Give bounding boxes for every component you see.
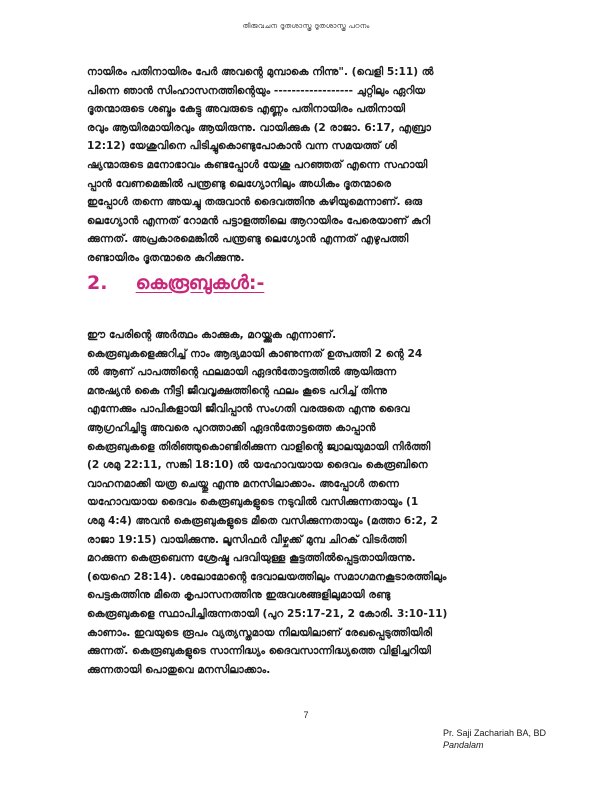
text-line: മറക്കുന്ന കെരൂബെന്ന ശ്രേഷ്ട പദവിയുള്ള കൂട്ടത്തിൽപ്പെട്ടതായിരുന്നു. <box>87 552 416 565</box>
text-line: കെരൂബുകളെ സ്ഥാപിച്ചിരുന്നതായി (പുറ 25:17-21, 2 കോരി. 3:10-11) <box>87 607 448 620</box>
text-line: ശമു 4:4) അവൻ കെരൂബുകളുടെ മീതെ വസിക്കുന്നതായും (മത്താ 6:2, 2 <box>87 514 438 527</box>
text-line: പിന്നെ ഞാൻ സിംഹാസനത്തിന്റെയും ------------------ ചുറ്റിലും ഏറിയ <box>87 84 426 97</box>
text-line: ക്കുന്നത്. കെരൂബുകളുടെ സാന്നിദ്ധ്യം ദൈവസാന്നിദ്ധ്യത്തെ വിളിച്ചറിയി <box>87 645 431 658</box>
section-title: കെരൂബുകൾ:- <box>135 272 265 294</box>
text-line: മനുഷ്യൻ കൈ നീട്ടി ജീവവൃക്ഷത്തിന്റെ ഫലം കൂടെ പറിച്ച് തിന്നു <box>87 384 388 397</box>
text-line: ക്കുന്നതായി പൊതുവെ മനസിലാക്കാം. <box>87 663 271 676</box>
text-line: വാഹനമാക്കി യത്ര ചെയ്തു എന്നു മനസിലാക്കാം. അപ്പോൾ തന്നെ <box>87 477 400 490</box>
text-line: ലെഗ്യോൻ എന്നത് റോമൻ പട്ടാളത്തിലെ ആറായിരം പേരെയാണ് കുറി <box>87 214 431 227</box>
author-name: Pr. Saji Zachariah BA, BD <box>442 728 546 738</box>
paragraph-angels-count <box>87 63 530 268</box>
text-line: ഷ്യന്മാരുടെ മനോഭാവം കണ്ടപ്പോൾ യേശു പറഞ്ഞത് എന്നെ സഹായി <box>87 158 428 171</box>
text-line: കാണാം. ഇവയുടെ രൂപം വ്യത്യസ്തമായ നിലയിലാണ് രേഖപ്പെടുത്തിയിരി <box>87 626 433 639</box>
paragraph-cherubim <box>87 326 530 679</box>
text-line: ഈ പേരിന്റെ അർത്ഥം കാക്കുക, മറയ്ക്കുക എന്നാണ്. <box>87 329 337 341</box>
text-line: ക്കുന്നത്. അപ്രകാരമെങ്കിൽ പന്ത്രണ്ടു ലെഗ്യോൻ എന്നത് എഴുപത്തി <box>87 233 409 246</box>
text-line: യഹോവയായ ദൈവം കെരൂബുകളുടെ നടുവിൽ വസിക്കുന്നതായും (1 <box>87 496 419 509</box>
text-line: രാജാ 19:15) വായിക്കുന്നു. ലൂസിഫർ വീഴ്ചക്ക് മുമ്പ ചിറക് വിടർത്തി <box>87 533 407 546</box>
text-line: ദൂതന്മാരുടെ ശബ്ദം കേട്ടു അവരുടെ എണ്ണം പതിനായിരം പതിനായി <box>87 103 406 116</box>
author-place: Pandalam <box>442 740 484 750</box>
section-heading-cherubim <box>87 272 264 294</box>
text-line: (2 ശമു 22:11, സങ്കി 18:10) ൽ യഹോവയായ ദൈവം കെരൂബിനെ <box>87 459 428 472</box>
footer-author-block <box>443 727 546 751</box>
text-line: രവും ആയിരമായിരവും ആയിരുന്നു. വായിക്കുക (2 രാജാ. 6:17, എബ്രാ <box>87 121 432 134</box>
text-line: പ്പാൻ വേണമെങ്കിൽ പന്ത്രണ്ടു ലെഗ്യോനിലും അധികം ദൂതന്മാരെ <box>87 177 392 190</box>
page-number: 7 <box>303 710 309 720</box>
text-line: കെരൂബുകളെക്കുറിച്ച് നാം ആദ്യമായി കാണുന്നത് ഉത്പത്തി 2 ന്റെ 24 <box>87 347 423 360</box>
section-number: 2. <box>87 272 108 294</box>
text-line: കെരൂബുകളെ തിരിഞ്ഞുകൊണ്ടിരിക്കുന്ന വാളിന്റെ ജ്വാലയുമായി നിർത്തി <box>87 440 431 453</box>
text-line: (യെഹെ 28:14). ശലോമോന്റെ ദേവാലയത്തിലും സമാഗമനകൂടാരത്തിലും <box>87 570 447 583</box>
text-line: 12:12) യേശുവിനെ പിടിച്ചുകൊണ്ടുപോകാൻ വന്ന സമയത്ത് ശി <box>87 140 397 153</box>
text-line: രണ്ടായിരം ദൂതന്മാരെ കുറിക്കുന്നു. <box>87 251 245 264</box>
running-header: തിരുവചന ദൂതശാസ്ത്ര ദൂതശാസ്ത്ര പഠനം <box>242 22 370 30</box>
text-line: ൽ ആണ് പാപത്തിന്റെ ഫലമായി ഏദൻതോട്ടത്തിൽ ആയിരുന്ന <box>87 366 397 379</box>
text-line: പെട്ടകത്തിനു മീതെ കൃപാസനത്തിനു ഇരുവശങ്ങളിലുമായി രണ്ടു <box>87 589 391 602</box>
text-line: നായിരം പതിനായിരം പേർ അവന്റെ മുമ്പാകെ നിന്നു". (വെളി 5:11) ൽ <box>87 66 434 78</box>
text-line: ഇപ്പോൾ തന്നെ അയച്ചു തരുവാൻ ദൈവത്തിനു കഴിയുമെന്നാണ്. ഒരു <box>87 196 423 209</box>
text-line: ആഗ്രഹിച്ചിട്ടു അവരെ പുറത്താക്കി ഏദൻതോട്ടത്തെ കാപ്പാൻ <box>87 421 376 434</box>
text-line: എന്നേക്കും പാപികളായി ജീവിപ്പാൻ സംഗതി വരരുതെ എന്നു ദൈവ <box>87 403 410 416</box>
